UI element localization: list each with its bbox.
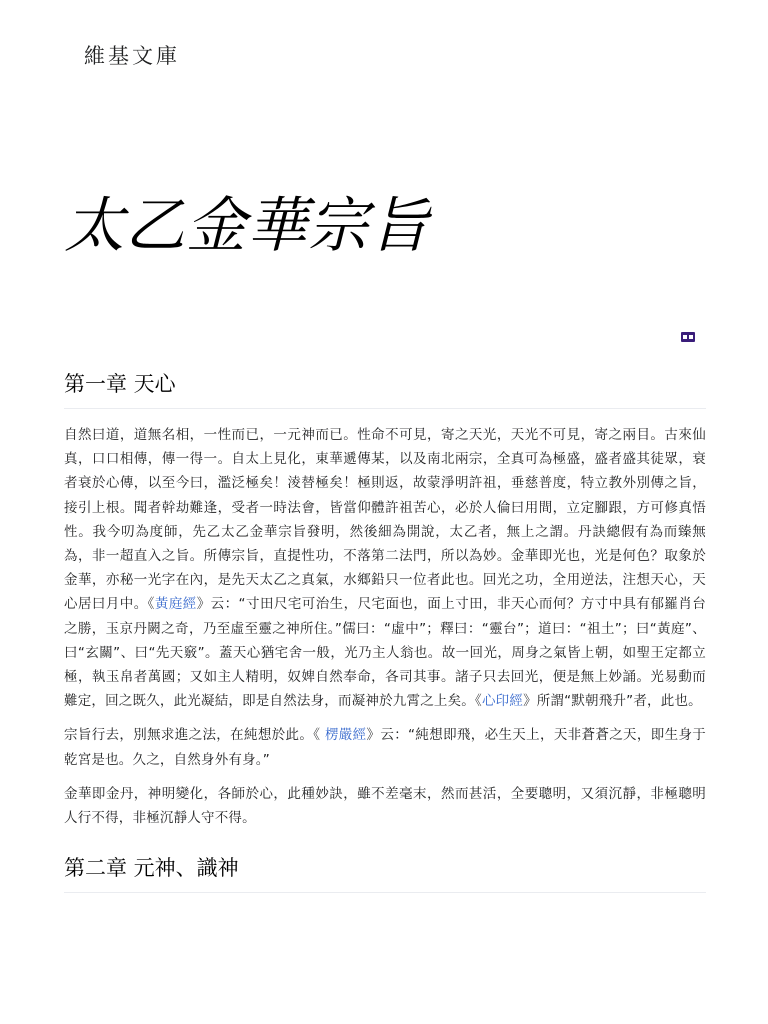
paragraph-1: 自然曰道，道無名相，一性而已，一元神而已。性命不可見，寄之天光，天光不可見，寄之兩目。古來仙真，口口相傳，傳一得一。自太上見化，東華遞傳某，以及南北兩宗，全真可為極盛，盛者盛其徒眾，衰者衰於心傳，以至今曰，濫泛極矣！淩替極矣！極則返，故蒙淨明許祖，垂慈普度，特立教外別傳之旨，接引上根。聞者幹劫難逢，受者一時法會，皆當仰體許祖苦心，必於人倫曰用間，立定腳跟，方可修真悟性。我今叨為度師，先乙太乙金華宗旨發明，然後細為開說，太乙者，無上之謂。丹訣總假有為而臻無為，非一超直入之旨。所傳宗旨，直提性功，不落第二法門，所以為妙。金華即光也，光是何色？取象於金華，亦秘一光字在內，是先天太乙之真氣，水鄉鉛只一位者此也。回光之功，全用逆法，注想天心，天心居曰月中。《黃庭經》云：“寸田尺宅可治生，尺宅面也，面上寸田，非天心而何？方寸中具有郁羅肖台之勝，玉京丹闕之奇，乃至虛至靈之神所住。”儒曰：“虛中”；釋曰：“靈台”；道曰：“祖土”；曰“黃庭”、曰“玄關”、曰“先天竅”。蓋天心猶宅舍一般，光乃主人翁也。故一回光，周身之氣皆上朝，如聖王定都立極，執玉帛者萬國；又如主人精明，奴婢自然奉命，各司其事。諸子只去回光，便是無上妙誦。光易動而難定，回之既久，此光凝結，即是自然法身，而凝神於九霄之上矣。《心印經》所謂“默朝飛升”者，此也。: [64, 427, 706, 710]
site-wordmark[interactable]: 維基文庫: [84, 44, 180, 68]
article-content: [64, 368, 706, 907]
link-huangting-jing[interactable]: 黃庭經: [154, 596, 197, 613]
language-switch-icon[interactable]: [681, 332, 695, 342]
link-lengyan-jing[interactable]: 楞嚴經: [324, 727, 367, 744]
chapter-1-heading: 第一章 天心: [64, 368, 706, 409]
link-xinyin-jing[interactable]: 心印經: [481, 693, 524, 710]
paragraph-3: 金華即金丹，神明變化，各師於心，此種妙訣，雖不差毫末，然而甚活，全要聰明，又須沉靜，非極聰明人行不得，非極沉靜人守不得。: [64, 785, 706, 827]
paragraph-2: 宗旨行去，別無求進之法，在純想於此。《 楞嚴經》云：“純想即飛，必生天上，天非蒼蒼之天，即生身于乾宮是也。久之，自然身外有身。”: [64, 727, 706, 768]
chapter-2-heading: 第二章 元神、識神: [64, 852, 706, 893]
page-title: 太乙金華宗旨: [64, 191, 430, 261]
